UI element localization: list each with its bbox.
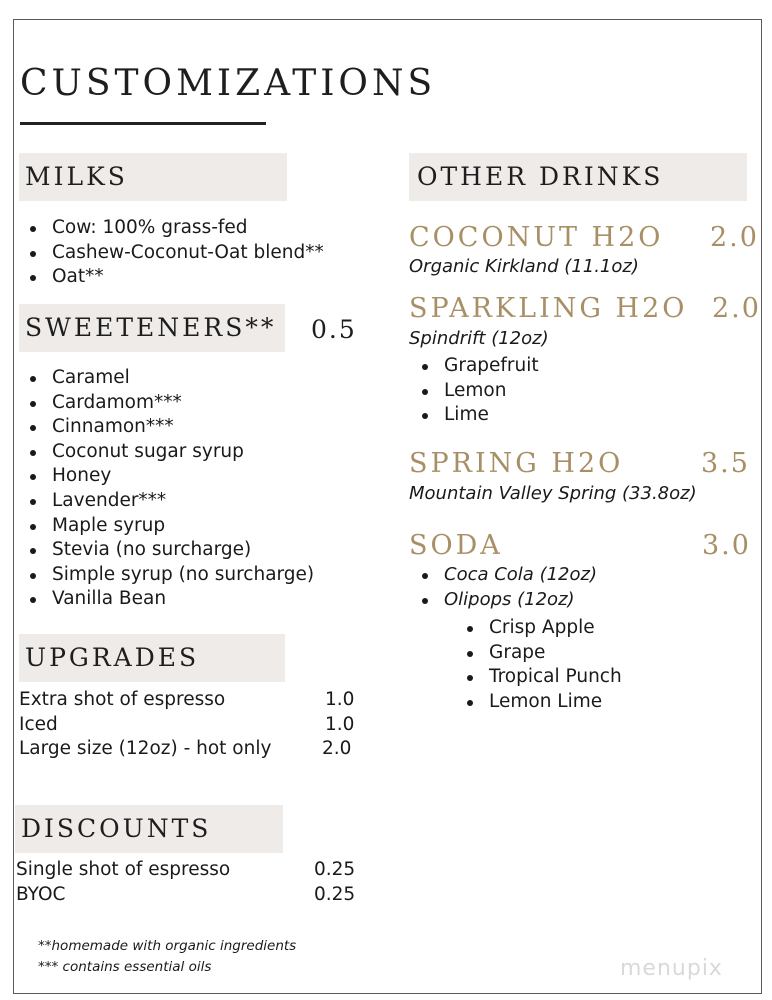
list-item: Vanilla Bean xyxy=(20,587,314,612)
upgrade-price: 2.0 xyxy=(322,738,352,759)
list-item: Grapefruit xyxy=(412,354,539,379)
coconut-h2o-subtitle: Organic Kirkland (11.1oz) xyxy=(409,256,639,277)
list-item: Maple syrup xyxy=(20,514,314,539)
sparkling-h2o-title: SPARKLING H2O xyxy=(409,293,688,324)
upgrades-heading: UPGRADES xyxy=(19,634,285,682)
milks-list xyxy=(20,216,324,290)
milks-heading: MILKS xyxy=(19,153,287,201)
discount-label: Single shot of espresso xyxy=(16,859,231,880)
sweeteners-price: 0.5 xyxy=(311,315,357,344)
sparkling-h2o-subtitle: Spindrift (12oz) xyxy=(409,328,549,349)
list-item: Tropical Punch xyxy=(457,665,622,690)
title-underline xyxy=(20,122,266,125)
list-item: Lime xyxy=(412,403,539,428)
discount-label: BYOC xyxy=(16,884,66,905)
spring-h2o-price: 3.5 xyxy=(701,448,750,479)
upgrade-price: 1.0 xyxy=(325,714,355,735)
list-item: Lavender*** xyxy=(20,489,314,514)
footnote-oils: *** contains essential oils xyxy=(38,959,212,975)
upgrade-label: Large size (12oz) - hot only xyxy=(19,738,272,759)
coconut-h2o-price: 2.0 xyxy=(710,222,759,253)
list-item: Cardamom*** xyxy=(20,391,314,416)
sweeteners-heading: SWEETENERS** xyxy=(19,304,285,352)
spring-h2o-subtitle: Mountain Valley Spring (33.8oz) xyxy=(409,483,697,504)
footnote-organic: **homemade with organic ingredients xyxy=(38,938,297,954)
other-drinks-heading: OTHER DRINKS xyxy=(409,153,747,201)
list-item: Lemon Lime xyxy=(457,690,622,715)
list-item: Grape xyxy=(457,641,622,666)
list-item: Coca Cola (12oz) xyxy=(412,563,597,588)
olipop-flavors xyxy=(457,616,622,714)
upgrade-label: Iced xyxy=(19,714,58,735)
coconut-h2o-title: COCONUT H2O xyxy=(409,222,664,253)
discounts-heading: DISCOUNTS xyxy=(15,805,283,853)
list-item: Honey xyxy=(20,464,314,489)
upgrade-label: Extra shot of espresso xyxy=(19,689,226,710)
list-item: Cinnamon*** xyxy=(20,415,314,440)
soda-title: SODA xyxy=(409,530,503,561)
list-item: Lemon xyxy=(412,379,539,404)
list-item: Oat** xyxy=(20,265,324,290)
list-item: Cow: 100% grass-fed xyxy=(20,216,324,241)
list-item: Crisp Apple xyxy=(457,616,622,641)
list-item: Coconut sugar syrup xyxy=(20,440,314,465)
discount-price: 0.25 xyxy=(314,859,356,880)
list-item: Olipops (12oz) xyxy=(412,588,597,613)
list-item: Caramel xyxy=(20,366,314,391)
sparkling-h2o-price: 2.0 xyxy=(712,293,761,324)
soda-list xyxy=(412,563,597,612)
sparkling-flavors xyxy=(412,354,539,428)
list-item: Stevia (no surcharge) xyxy=(20,538,314,563)
list-item: Simple syrup (no surcharge) xyxy=(20,563,314,588)
sweeteners-list xyxy=(20,366,314,612)
list-item: Cashew-Coconut-Oat blend** xyxy=(20,241,324,266)
discount-price: 0.25 xyxy=(314,884,356,905)
spring-h2o-title: SPRING H2O xyxy=(409,448,624,479)
menupix-watermark: menupix xyxy=(620,956,723,981)
page-title: CUSTOMIZATIONS xyxy=(20,63,437,104)
upgrade-price: 1.0 xyxy=(325,689,355,710)
soda-price: 3.0 xyxy=(702,530,751,561)
